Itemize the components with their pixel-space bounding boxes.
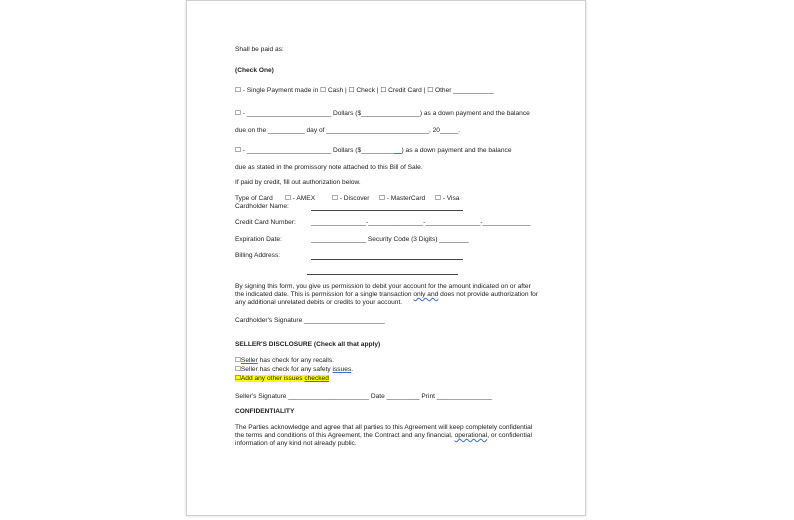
- authorization-only-and: only and: [413, 291, 439, 299]
- authorization-paragraph: [235, 283, 539, 308]
- credit-card-number-field[interactable]: _______________-_______________-_______________-_____________: [311, 219, 531, 226]
- seller-signature-line[interactable]: Seller's Signature ______________________ Date _________ Print _______________: [235, 393, 492, 400]
- confidentiality-word: operational: [454, 432, 488, 440]
- down-payment-option-2[interactable]: [235, 147, 512, 155]
- credit-card-number-label: Credit Card Number:: [235, 219, 296, 226]
- sellers-disclosure-heading: SELLER'S DISCLOSURE (Check all that apply): [235, 341, 381, 348]
- cardholder-signature-line[interactable]: Cardholder's Signature ______________________: [235, 317, 385, 324]
- due-on-line: due on the __________ day of ____________________________, 20_____.: [235, 127, 461, 134]
- disclosure-add-issues[interactable]: [235, 375, 329, 383]
- card-mastercard-option[interactable]: ☐ - MasterCard: [379, 195, 426, 202]
- document-page: [186, 0, 586, 516]
- recalls-rest: has check for any recalls.: [257, 357, 335, 364]
- disclosure-safety[interactable]: [235, 366, 353, 374]
- authorization-part1: By signing this form, you give us permission to debit your account for the amount indicated on or after the indicated date. This is permission for a single transaction: [235, 283, 531, 299]
- billing-address-field-1[interactable]: [311, 259, 463, 260]
- paid-by-credit-note: If paid by credit, fill out authorization below.: [235, 179, 361, 186]
- down-payment-1-suffix: ) as a down payment and the balance: [419, 110, 530, 117]
- authorization-part2: does not provide authorization for any additional unrelated debits or credits to your account.: [235, 291, 539, 307]
- card-amex-option[interactable]: ☐ - AMEX: [285, 195, 316, 202]
- confidentiality-part2: , or confidential information of any kind not already public.: [235, 432, 532, 448]
- cardholder-name-label: Cardholder Name:: [235, 203, 289, 210]
- single-payment-option[interactable]: ☐ - Single Payment made in ☐ Cash | ☐ Check | ☐ Credit Card | ☐ Other ___________: [235, 87, 494, 94]
- confidentiality-part1: The Parties acknowledge and agree that all parties to this Agreement will keep completely confidential the terms and conditions of this Agreement, the Contract and any financial,: [235, 424, 533, 440]
- card-discover-option[interactable]: ☐ - Discover: [332, 195, 370, 202]
- cardholder-name-field[interactable]: [311, 210, 463, 211]
- check-one-heading: (Check One): [235, 67, 274, 74]
- add-issues-highlight: [235, 375, 329, 382]
- card-visa-option[interactable]: ☐ - Visa: [435, 195, 460, 202]
- type-of-card-label: Type of Card: [235, 195, 273, 202]
- down-payment-2-suffix: ) as a down payment and the balance: [401, 147, 512, 154]
- down-payment-2-blue-blank: __: [394, 147, 402, 154]
- paid-as-text: Shall be paid as:: [235, 46, 284, 53]
- down-payment-2-prefix: ☐ - _______________________ Dollars ($_________: [235, 147, 395, 154]
- down-payment-option-1[interactable]: [235, 110, 530, 118]
- recalls-checkbox[interactable]: ☐: [235, 357, 241, 364]
- down-payment-1-prefix: ☐ - _______________________ Dollars ($________________: [235, 110, 420, 117]
- due-as-stated-line: due as stated in the promissory note attached to this Bill of Sale.: [235, 164, 423, 171]
- billing-address-field-2[interactable]: [307, 274, 458, 275]
- expiration-security-field[interactable]: _______________ Security Code (3 Digits) ________: [311, 236, 469, 243]
- expiration-date-label: Expiration Date:: [235, 236, 282, 243]
- add-issues-checked-word: checked: [304, 375, 329, 382]
- safety-issues-word: issues: [332, 366, 352, 373]
- add-issues-prefix: ☐Add any other issues: [235, 375, 305, 382]
- confidentiality-heading: CONFIDENTIALITY: [235, 408, 295, 415]
- safety-period: .: [351, 366, 354, 373]
- billing-address-label: Billing Address:: [235, 252, 281, 259]
- recalls-seller-word: Seller: [240, 357, 258, 364]
- safety-prefix: ☐Seller has check for any safety: [235, 366, 333, 373]
- confidentiality-paragraph: [235, 424, 539, 449]
- disclosure-recalls[interactable]: [235, 357, 334, 365]
